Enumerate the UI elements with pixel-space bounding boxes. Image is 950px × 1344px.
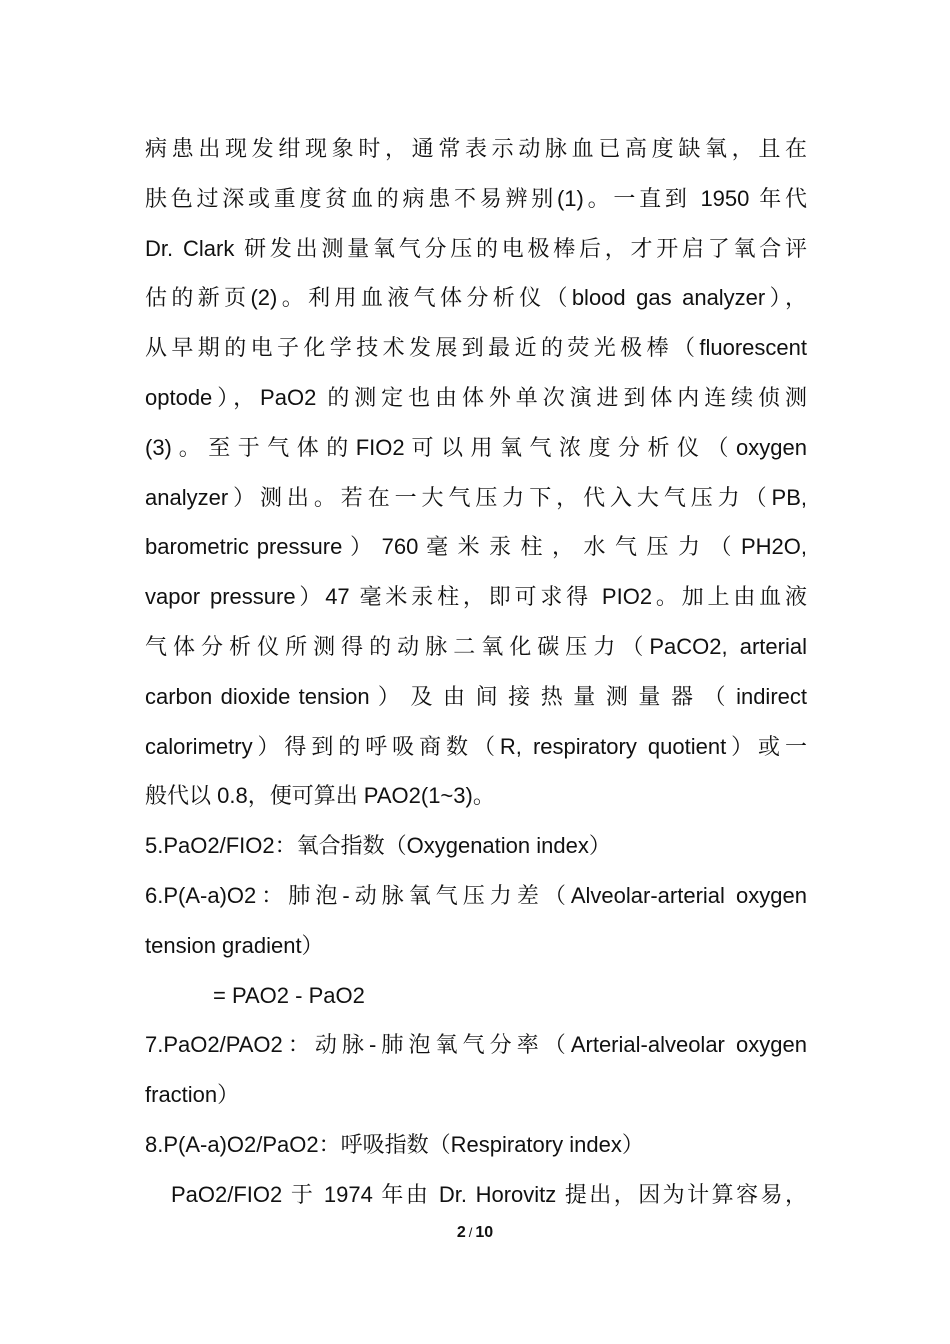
list-item-aa-fraction-cont: fraction） (145, 1082, 240, 1108)
list-item-respiratory-index: 8.P(A-a)O2/PaO2：呼吸指数（Respiratory index） (145, 1131, 644, 1157)
body-line: vapor pressure）47 毫米汞柱，即可求得 PIO2。加上由血液 (145, 584, 807, 610)
body-line: analyzer）测出。若在一大气压力下，代入大气压力（PB, (145, 484, 807, 510)
body-line: optode），PaO2 的测定也由体外单次演进到体内连续侦测 (145, 384, 807, 410)
body-line: barometric pressure ） 760 毫 米 汞 柱 ， 水 气 压 力 （ PH2O, (145, 534, 807, 560)
body-line: carbon dioxide tension ） 及 由 间 接 热 量 测 量 器 （ indirect (145, 683, 807, 709)
current-page-number: 2 (456, 1224, 466, 1241)
body-line: 肤色过深或重度贫血的病患不易辨别(1)。一直到 1950 年代 (145, 185, 807, 211)
list-item-oxygenation-index: 5.PaO2/FIO2：氧合指数（Oxygenation index） (145, 833, 611, 859)
page-number-footer (0, 1224, 950, 1242)
page-separator: / (468, 1225, 473, 1240)
list-item-aa-fraction: 7.PaO2/PAO2：动脉-肺泡氧气分率（Arterial-alveolar oxygen (145, 1032, 807, 1058)
body-line: 气体分析仪所测得的动脉二氧化碳压力（PaCO2, arterial (145, 633, 807, 659)
list-item-aa-gradient: 6.P(A-a)O2：肺泡-动脉氧气压力差（Alveolar-arterial oxygen (145, 882, 807, 908)
body-line: Dr. Clark 研发出测量氧气分压的电极棒后，才开启了氧合评 (145, 235, 807, 261)
page-body (145, 124, 807, 1220)
paragraph-start-line: PaO2/FIO2 于 1974 年由 Dr. Horovitz 提出，因为计算容易， (171, 1181, 807, 1207)
body-line: (3) 。 至 于 气 体 的 FIO2 可 以 用 氧 气 浓 度 分 析 仪 （ oxygen (145, 434, 807, 460)
formula-line: = PAO2 - PaO2 (213, 982, 365, 1008)
body-line: 估的新页(2)。利用血液气体分析仪（blood gas analyzer）， (145, 285, 807, 311)
body-line: 般代以 0.8，便可算出 PAO2(1~3)。 (145, 783, 495, 809)
body-line: calorimetry）得到的呼吸商数（R, respiratory quotient）或一 (145, 733, 807, 759)
list-item-aa-gradient-cont: tension gradient） (145, 932, 324, 958)
body-line: 从早期的电子化学技术发展到最近的荧光极棒（fluorescent (145, 335, 807, 361)
total-page-count: 10 (475, 1224, 494, 1241)
body-line: 病患出现发绀现象时，通常表示动脉血已高度缺氧，且在 (145, 136, 807, 161)
